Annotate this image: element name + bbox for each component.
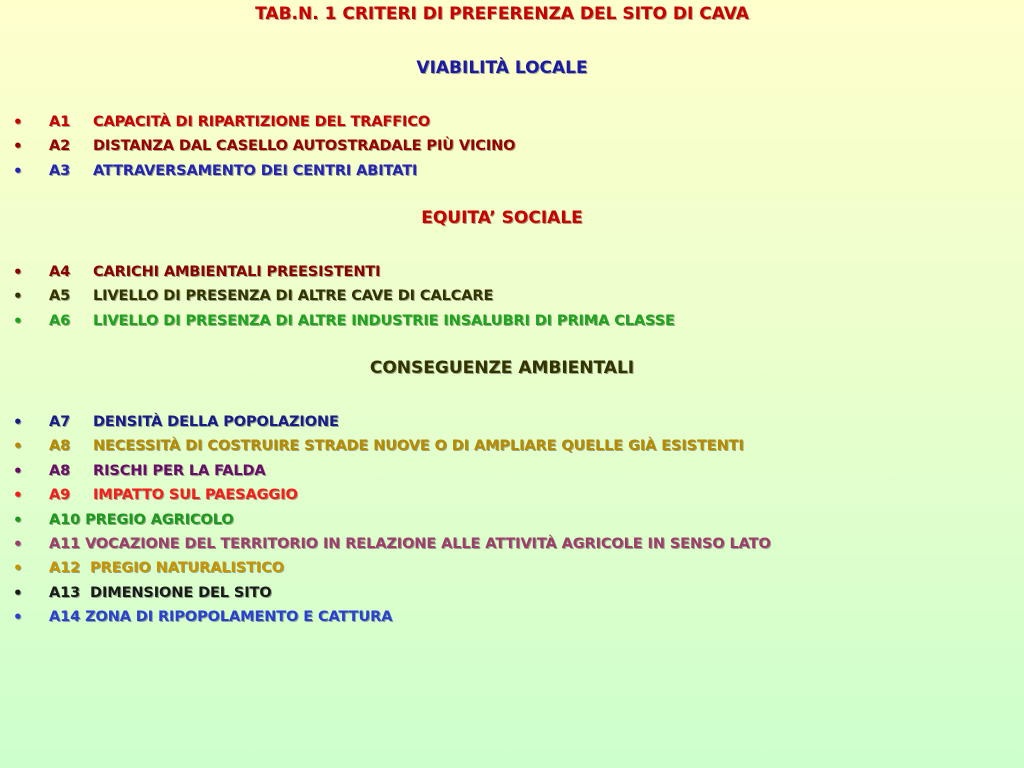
criterion-code: A6 xyxy=(49,312,71,329)
bullet: • xyxy=(13,413,23,431)
criterion-code: A11 xyxy=(49,535,81,552)
criterion-code: A14 xyxy=(49,609,81,626)
criterion-text: VOCAZIONE DEL TERRITORIO IN RELAZIONE ALLE ATTIVITÀ AGRICOLE IN SENSO LATO xyxy=(85,535,771,552)
bullet: • xyxy=(13,608,23,627)
bullet: • xyxy=(13,311,23,330)
criterion-text: ATTRAVERSAMENTO DEI CENTRI ABITATI xyxy=(93,162,418,179)
criterion-code: A1 xyxy=(49,114,71,130)
bullet: • xyxy=(13,437,23,456)
section-heading-conseguenze: CONSEGUENZE AMBIENTALI xyxy=(369,358,635,378)
bullet: • xyxy=(13,534,23,553)
criterion-code: A7 xyxy=(49,414,71,430)
page-title: TAB.N. 1 CRITERI DI PREFERENZA DEL SITO DI CAVA xyxy=(255,4,749,24)
bullet: • xyxy=(13,113,23,131)
criterion-code: A5 xyxy=(49,288,71,305)
criterion-text: IMPATTO SUL PAESAGGIO xyxy=(93,487,298,504)
criterion-code: A3 xyxy=(49,162,71,179)
criterion-text: NECESSITÀ DI COSTRUIRE STRADE NUOVE O DI AMPLIARE QUELLE GIÀ ESISTENTI xyxy=(93,438,744,455)
section-heading-viabilita: VIABILITÀ LOCALE xyxy=(416,58,588,78)
criterion-code: A9 xyxy=(49,487,71,504)
section-heading-equita: EQUITA’ SOCIALE xyxy=(421,208,583,228)
criterion-code: A2 xyxy=(49,138,71,155)
bullet: • xyxy=(13,263,23,281)
bullet: • xyxy=(13,583,23,602)
bullet: • xyxy=(13,461,23,480)
criterion-code: A13 xyxy=(49,584,81,601)
bullet: • xyxy=(13,559,23,578)
criterion-code: A10 xyxy=(49,511,81,528)
criterion-text: PREGIO NATURALISTICO xyxy=(90,560,284,577)
criterion-text: CARICHI AMBIENTALI PREESISTENTI xyxy=(93,264,381,280)
criterion-code: A12 xyxy=(49,560,81,577)
bullet: • xyxy=(13,510,23,529)
criterion-text: DISTANZA DAL CASELLO AUTOSTRADALE PIÙ VICINO xyxy=(93,138,516,155)
criterion-text: PREGIO AGRICOLO xyxy=(85,511,234,528)
bullet: • xyxy=(13,137,23,156)
criterion-code: A8 xyxy=(49,438,71,455)
bullet: • xyxy=(13,287,23,306)
criterion-text: ZONA DI RIPOPOLAMENTO E CATTURA xyxy=(85,609,393,626)
criterion-text: LIVELLO DI PRESENZA DI ALTRE CAVE DI CALCARE xyxy=(93,288,494,305)
criterion-text: DIMENSIONE DEL SITO xyxy=(90,584,272,601)
bullet: • xyxy=(13,486,23,505)
criterion-text: LIVELLO DI PRESENZA DI ALTRE INDUSTRIE INSALUBRI DI PRIMA CLASSE xyxy=(93,312,675,329)
bullet: • xyxy=(13,161,23,180)
criterion-text: RISCHI PER LA FALDA xyxy=(93,462,266,479)
criterion-code: A8 xyxy=(49,462,71,479)
criterion-code: A4 xyxy=(49,264,71,280)
criterion-text: CAPACITÀ DI RIPARTIZIONE DEL TRAFFICO xyxy=(93,114,431,130)
criterion-text: DENSITÀ DELLA POPOLAZIONE xyxy=(93,414,339,430)
